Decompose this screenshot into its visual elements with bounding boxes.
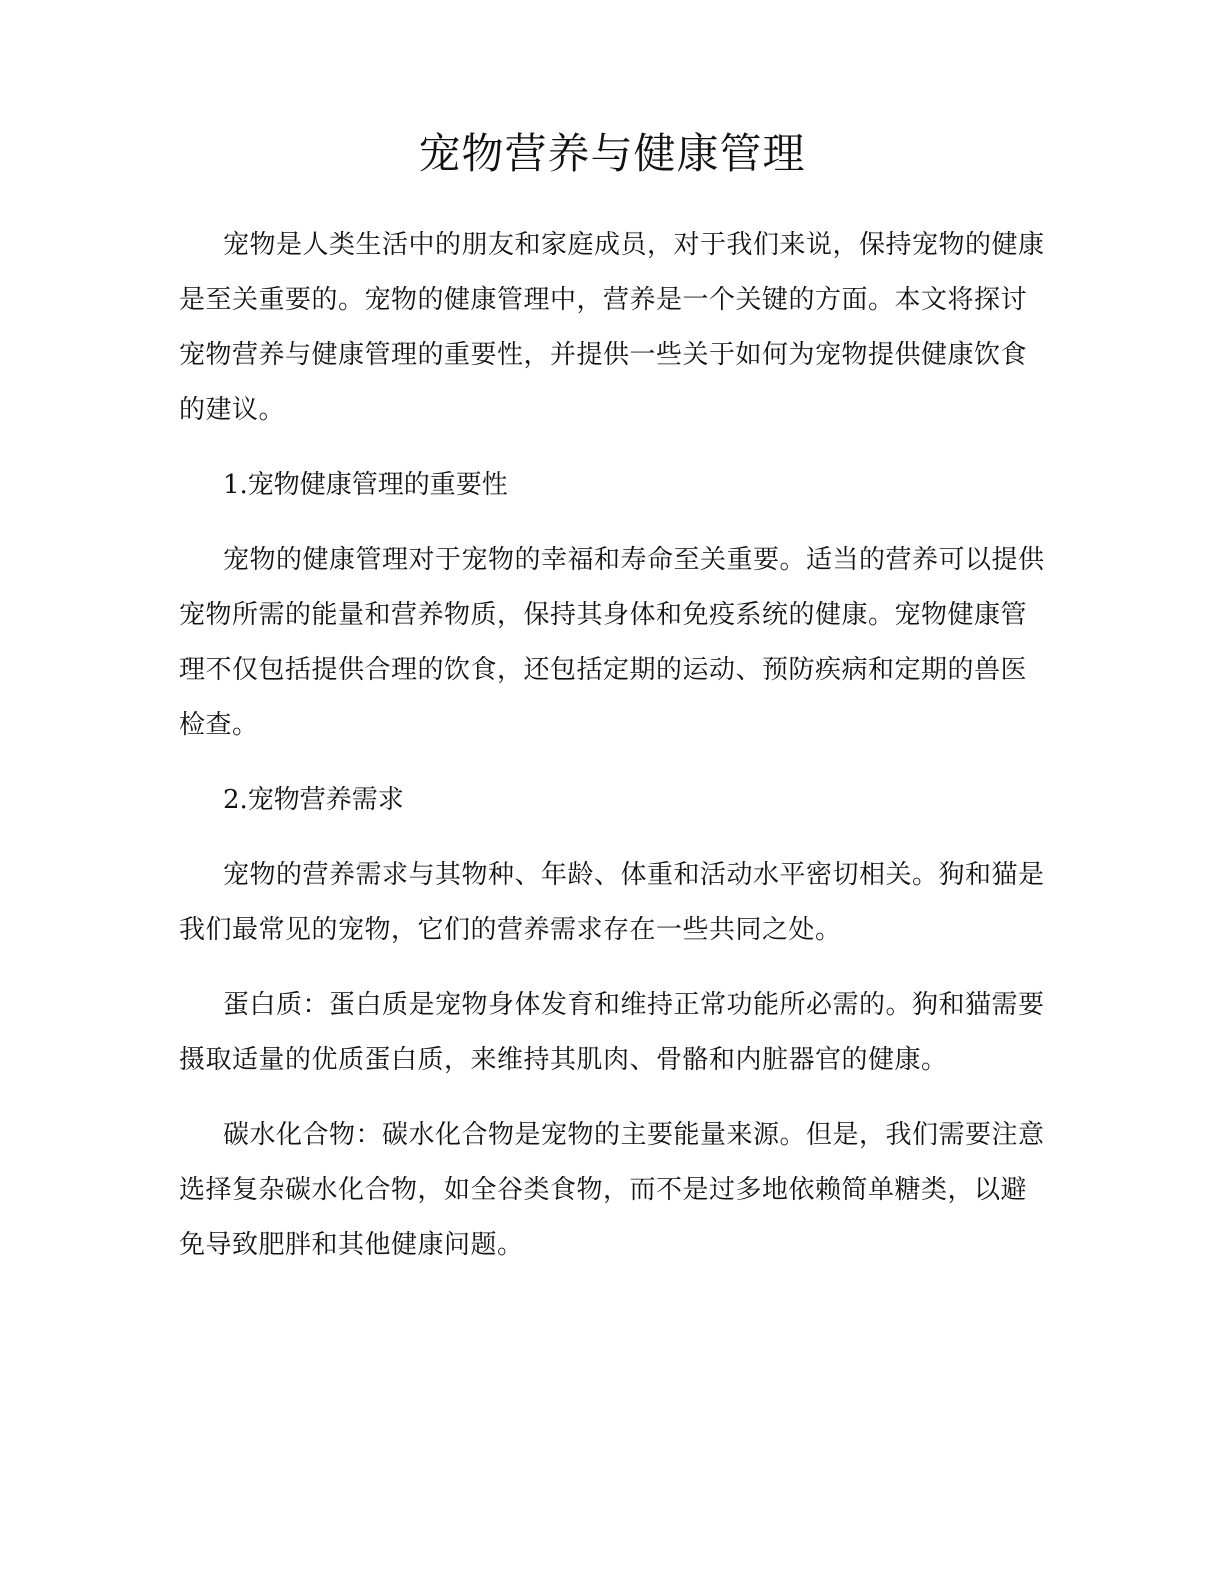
section-2-paragraph: 宠物的营养需求与其物种、年龄、体重和活动水平密切相关。狗和猫是我们最常见的宠物，它们的营养需求存在一些共同之处。 [179, 860, 1045, 945]
section-1-heading: 1.宠物健康管理的重要性 [223, 470, 508, 500]
carbohydrate-paragraph: 碳水化合物：碳水化合物是宠物的主要能量来源。但是，我们需要注意选择复杂碳水化合物，如全谷类食物，而不是过多地依赖简单糖类，以避免导致肥胖和其他健康问题。 [179, 1120, 1045, 1260]
protein-paragraph: 蛋白质：蛋白质是宠物身体发育和维持正常功能所必需的。狗和猫需要摄取适量的优质蛋白质，来维持其肌肉、骨骼和内脏器官的健康。 [179, 990, 1045, 1075]
section-2-heading: 2.宠物营养需求 [223, 785, 404, 815]
intro-paragraph: 宠物是人类生活中的朋友和家庭成员，对于我们来说，保持宠物的健康是至关重要的。宠物的健康管理中，营养是一个关键的方面。本文将探讨宠物营养与健康管理的重要性，并提供一些关于如何为宠物提供健康饮食的建议。 [179, 230, 1045, 425]
document-body [179, 218, 1047, 1273]
section-1-paragraph: 宠物的健康管理对于宠物的幸福和寿命至关重要。适当的营养可以提供宠物所需的能量和营养物质，保持其身体和免疫系统的健康。宠物健康管理不仅包括提供合理的饮食，还包括定期的运动、预防疾病和定期的兽医检查。 [179, 545, 1045, 740]
page-title: 宠物营养与健康管理 [418, 129, 806, 178]
